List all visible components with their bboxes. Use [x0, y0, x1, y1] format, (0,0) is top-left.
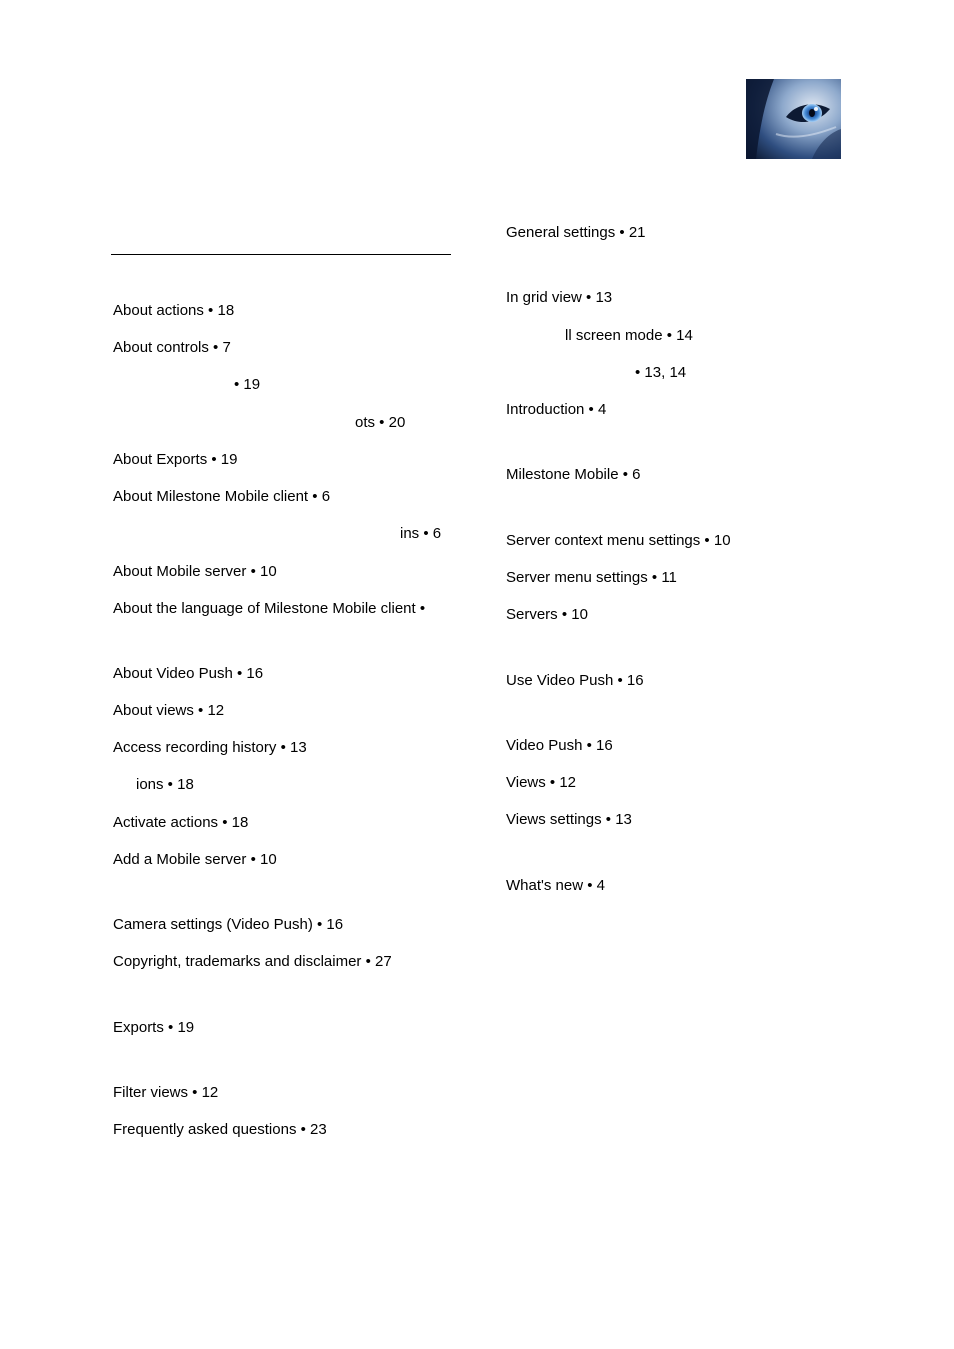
index-entry[interactable]: Add a Mobile server • 10	[113, 851, 277, 868]
index-entry[interactable]: Servers • 10	[506, 606, 588, 623]
index-entry[interactable]: Copyright, trademarks and disclaimer • 27	[113, 953, 392, 970]
index-entry[interactable]: About controls • 7	[113, 339, 231, 356]
index-heading-rule	[111, 254, 451, 255]
index-entry[interactable]: About Milestone Mobile client • 6	[113, 488, 331, 505]
index-entry[interactable]: ll screen mode • 14	[565, 327, 693, 344]
index-entry[interactable]: Activate actions • 18	[113, 814, 249, 831]
index-entry[interactable]: Exports • 19	[113, 1019, 195, 1036]
index-entry[interactable]: ions • 18	[136, 776, 194, 793]
index-entry[interactable]: In grid view • 13	[506, 289, 613, 306]
index-entry[interactable]: About Video Push • 16	[113, 665, 264, 682]
index-entry[interactable]: Frequently asked questions • 23	[113, 1121, 327, 1138]
index-entry[interactable]: General settings • 21	[506, 224, 646, 241]
index-entry[interactable]: About the language of Milestone Mobile client •	[113, 600, 426, 617]
index-entry[interactable]: Server context menu settings • 10	[506, 532, 731, 549]
index-entry[interactable]: About Mobile server • 10	[113, 563, 277, 580]
index-entry[interactable]: ots • 20	[355, 414, 406, 431]
index-entry[interactable]: What's new • 4	[506, 877, 605, 894]
index-entry[interactable]: Camera settings (Video Push) • 16	[113, 916, 344, 933]
index-entry[interactable]: Server menu settings • 11	[506, 569, 677, 586]
index-entry[interactable]: Use Video Push • 16	[506, 672, 644, 689]
index-entry[interactable]: ins • 6	[400, 525, 442, 542]
index-entry[interactable]: Access recording history • 13	[113, 739, 307, 756]
wolf-eye-logo	[746, 79, 841, 159]
index-entry[interactable]: Filter views • 12	[113, 1084, 219, 1101]
index-entry[interactable]: Views settings • 13	[506, 811, 632, 828]
wolf-eye-icon	[746, 79, 841, 159]
index-entry[interactable]: About views • 12	[113, 702, 225, 719]
index-entry[interactable]: About Exports • 19	[113, 451, 238, 468]
index-entry[interactable]: Milestone Mobile • 6	[506, 466, 641, 483]
index-entry[interactable]: Views • 12	[506, 774, 577, 791]
index-entry[interactable]: About actions • 18	[113, 302, 235, 319]
index-entry[interactable]: Video Push • 16	[506, 737, 613, 754]
index-entry[interactable]: • 13, 14	[635, 364, 687, 381]
index-entry[interactable]: Introduction • 4	[506, 401, 607, 418]
index-entry[interactable]: • 19	[234, 376, 261, 393]
